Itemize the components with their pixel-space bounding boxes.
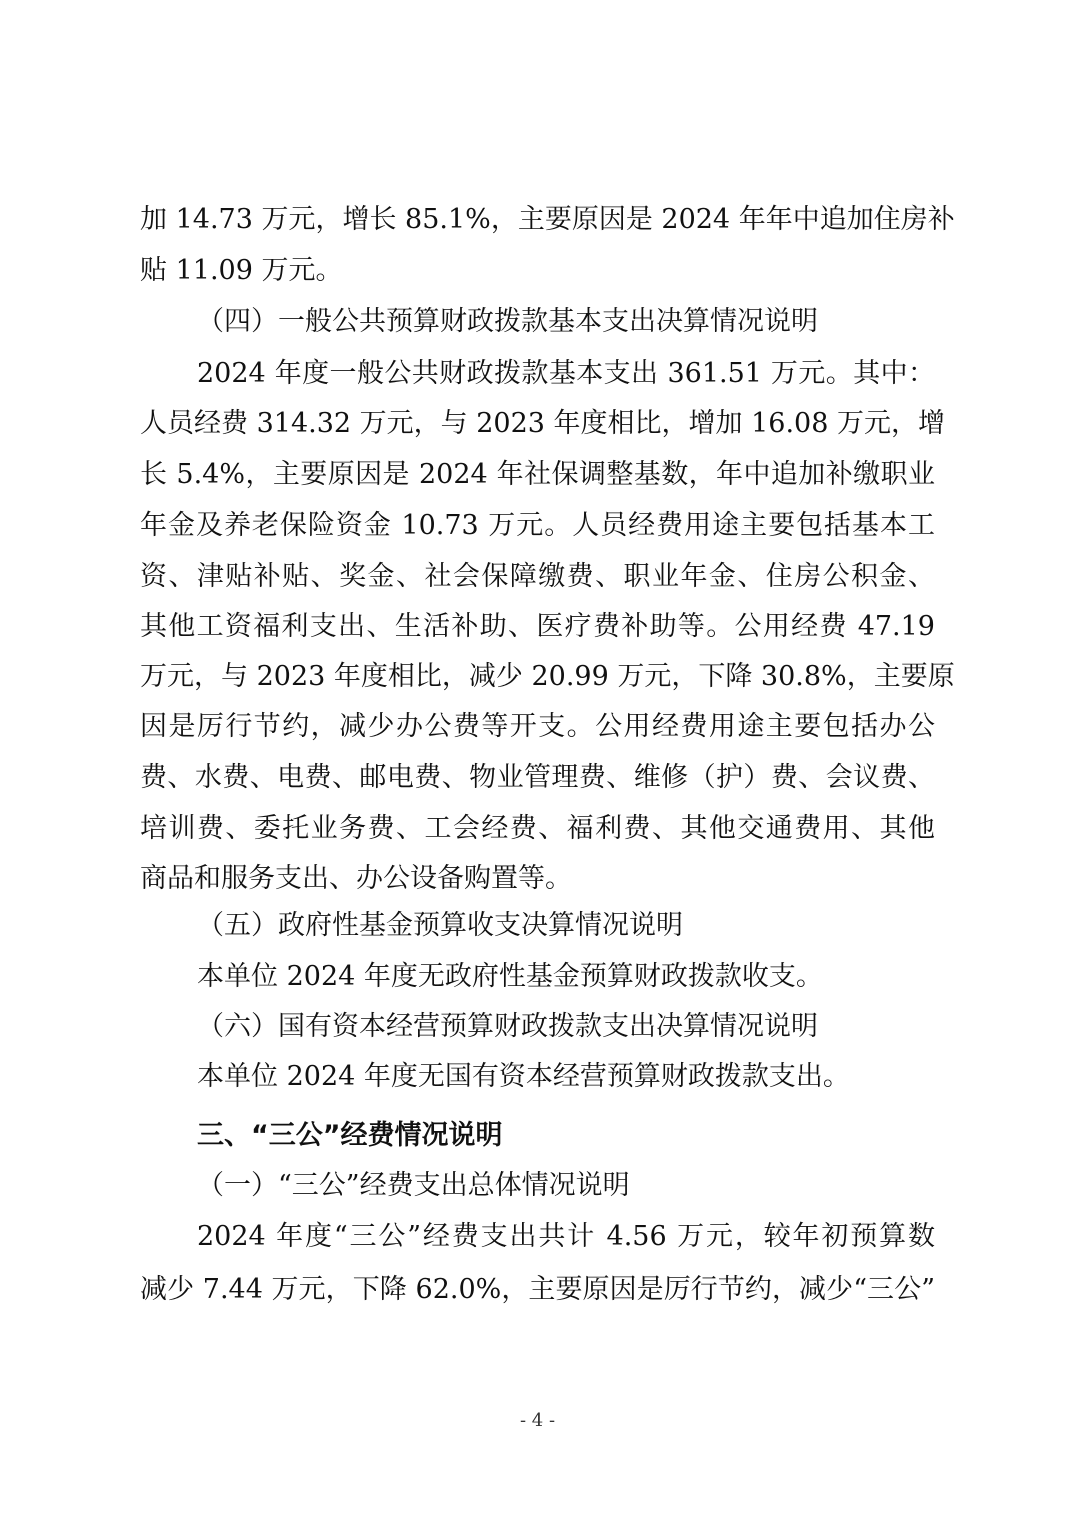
section-heading: （五）政府性基金预算收支决算情况说明: [197, 910, 683, 941]
chapter-heading: 三、“三公”经费情况说明: [197, 1120, 503, 1151]
section-heading: （六）国有资本经营预算财政拨款支出决算情况说明: [197, 1011, 818, 1042]
paragraph-line: 其他工资福利支出、生活补助、医疗费补助等。公用经费 47.19: [140, 611, 935, 642]
paragraph-line: 本单位 2024 年度无国有资本经营预算财政拨款支出。: [197, 1061, 850, 1092]
paragraph-line: 人员经费 314.32 万元，与 2023 年度相比，增加 16.08 万元，增: [140, 408, 945, 439]
paragraph-line: 本单位 2024 年度无政府性基金预算财政拨款收支。: [197, 961, 823, 992]
paragraph-line: 费、水费、电费、邮电费、物业管理费、维修（护）费、会议费、: [140, 762, 935, 793]
paragraph-line: 加 14.73 万元，增长 85.1%，主要原因是 2024 年年中追加住房补: [140, 204, 955, 235]
paragraph-line: 2024 年度一般公共财政拨款基本支出 361.51 万元。其中：: [197, 358, 935, 389]
paragraph-line: 贴 11.09 万元。: [140, 255, 343, 286]
paragraph-line: 减少 7.44 万元，下降 62.0%，主要原因是厉行节约，减少“三公”: [140, 1274, 935, 1305]
section-heading: （四）一般公共预算财政拨款基本支出决算情况说明: [197, 306, 818, 337]
paragraph-line: 长 5.4%，主要原因是 2024 年社保调整基数，年中追加补缴职业: [140, 459, 935, 490]
page-number: - 4 -: [519, 1410, 556, 1431]
paragraph-line: 因是厉行节约，减少办公费等开支。公用经费用途主要包括办公: [140, 711, 935, 742]
paragraph-line: 培训费、委托业务费、工会经费、福利费、其他交通费用、其他: [140, 813, 935, 844]
section-heading: （一）“三公”经费支出总体情况说明: [197, 1170, 630, 1201]
paragraph-line: 万元，与 2023 年度相比，减少 20.99 万元，下降 30.8%，主要原: [140, 661, 955, 692]
paragraph-line: 年金及养老保险资金 10.73 万元。人员经费用途主要包括基本工: [140, 510, 935, 541]
paragraph-line: 2024 年度“三公”经费支出共计 4.56 万元，较年初预算数: [197, 1221, 935, 1252]
paragraph-line: 资、津贴补贴、奖金、社会保障缴费、职业年金、住房公积金、: [140, 561, 935, 592]
paragraph-line: 商品和服务支出、办公设备购置等。: [140, 863, 572, 894]
